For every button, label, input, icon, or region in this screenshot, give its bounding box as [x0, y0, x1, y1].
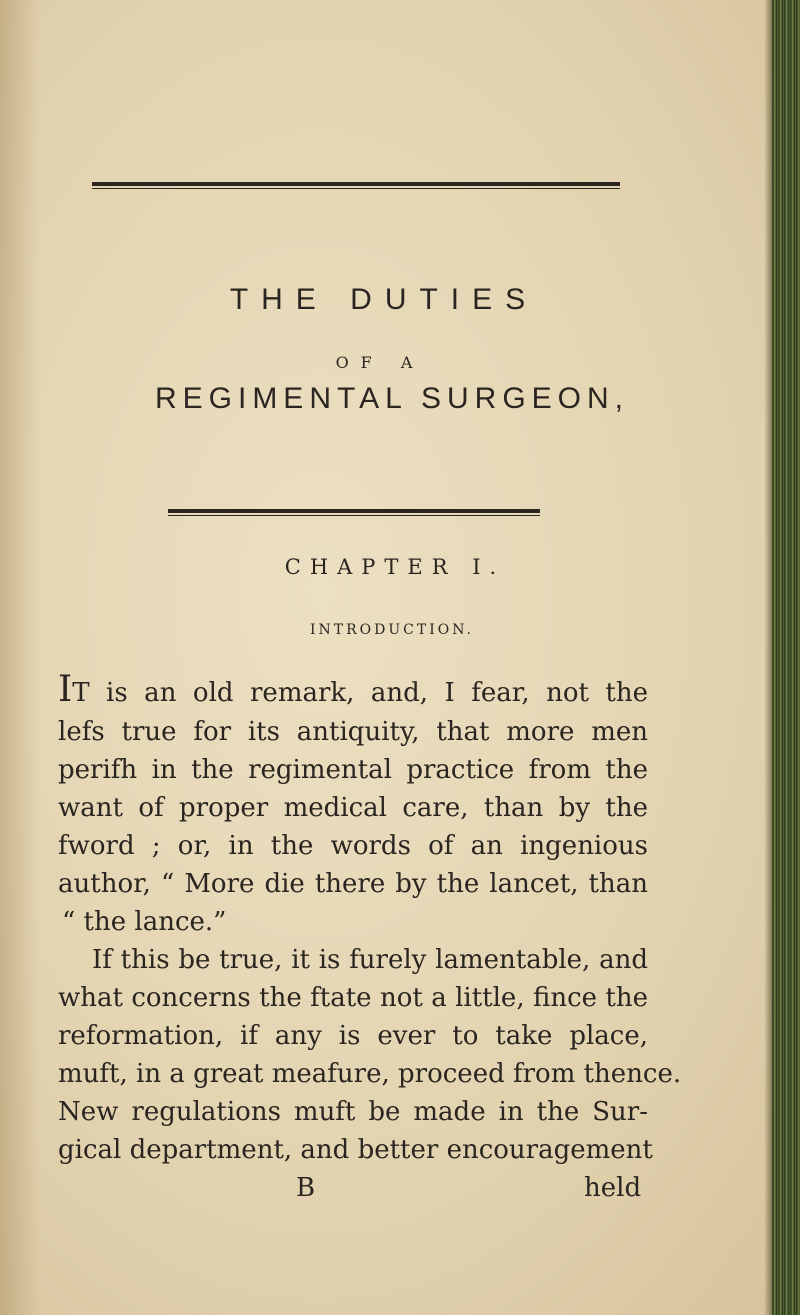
section-heading: INTRODUCTION. — [309, 622, 475, 638]
title-connector: OF A — [335, 353, 425, 372]
top-rule-thin — [92, 188, 620, 189]
body-line-13: gical department, and better encouragement — [58, 1135, 653, 1165]
page-subtitle: REGIMENTAL SURGEON, — [154, 382, 630, 415]
page-gutter-shade — [0, 0, 40, 1315]
body-line-10: reformation, if any is ever to take place, — [58, 1021, 648, 1051]
middle-rule-thin — [168, 515, 540, 516]
body-line-11: muft, in a great meafure, proceed from thence. — [58, 1059, 682, 1089]
catchword: held — [584, 1173, 642, 1203]
body-line-3: perifh in the regimental practice from the — [58, 755, 648, 785]
book-spine-edge — [772, 0, 800, 1315]
page-title: THE DUTIES — [229, 283, 539, 316]
chapter-heading: CHAPTER I. — [284, 555, 506, 579]
body-line-7: “ the lance.” — [62, 907, 227, 937]
body-line-9: what concerns the ftate not a little, fince the — [58, 983, 648, 1013]
body-line-4: want of proper medical care, than by the — [58, 793, 648, 823]
body-line-12: New regulations muft be made in the Sur- — [58, 1097, 648, 1127]
signature-mark: B — [296, 1173, 316, 1203]
body-line-1 — [58, 669, 648, 710]
drop-cap: I — [58, 669, 73, 710]
body-line-6: author, “ More die there by the lancet, than — [58, 869, 648, 899]
body-line-2: lefs true for its antiquity, that more men — [58, 717, 648, 747]
top-rule — [92, 182, 620, 186]
middle-rule — [168, 509, 540, 513]
body-line-8: If this be true, it is furely lamentable, and — [92, 945, 648, 975]
body-line-5: fword ; or, in the words of an ingenious — [58, 831, 648, 861]
first-line-text: T is an old remark, and, I fear, not the — [72, 678, 648, 708]
